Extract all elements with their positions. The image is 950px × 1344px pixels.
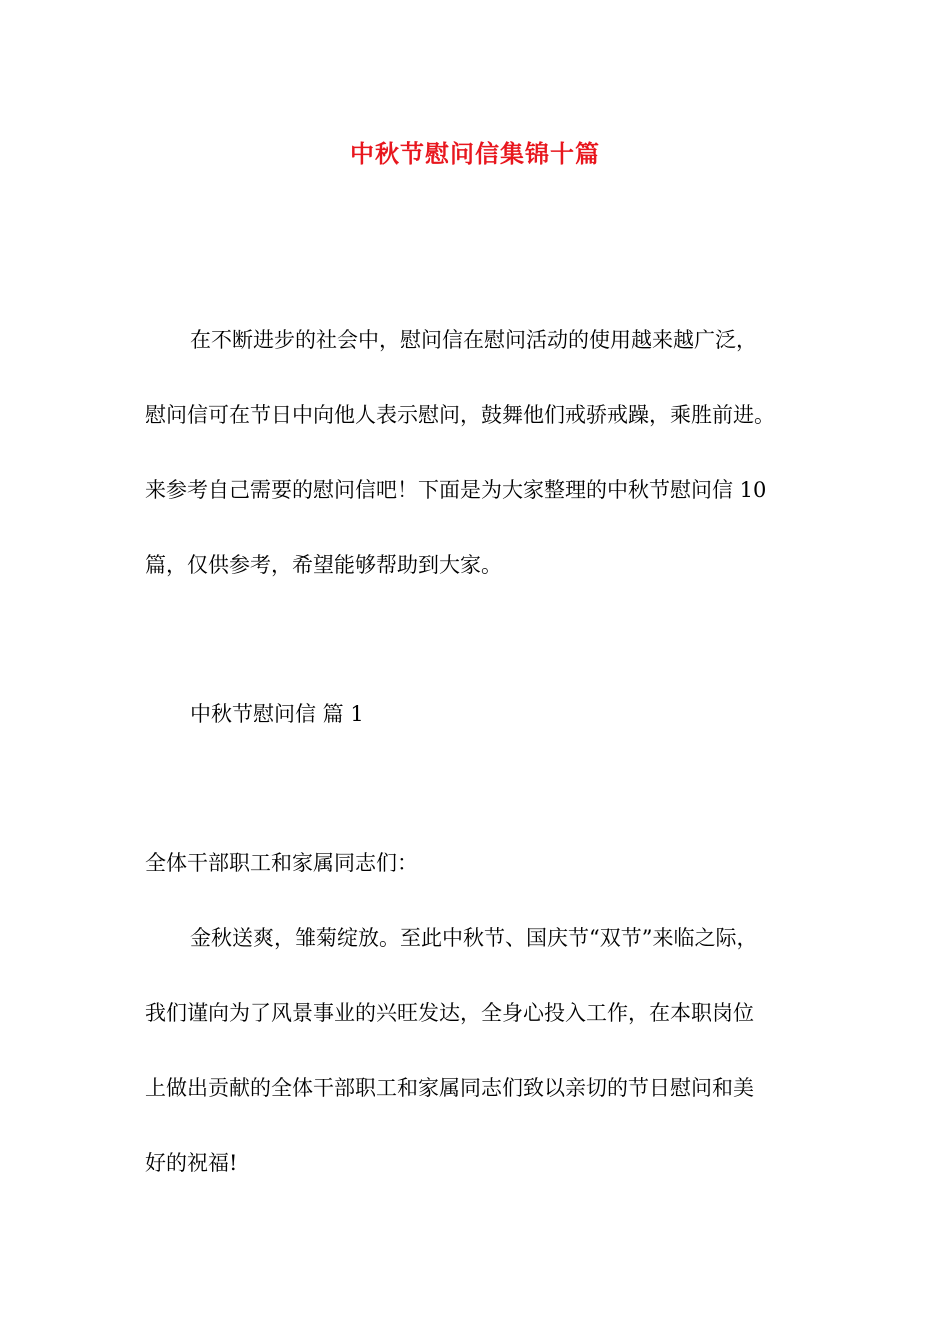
- body-line-4: 好的祝福!: [145, 1151, 238, 1175]
- intro-line-4: 篇，仅供参考，希望能够帮助到大家。: [145, 553, 502, 577]
- body-line-3: 上做出贡献的全体干部职工和家属同志们致以亲切的节日慰问和美: [145, 1076, 754, 1100]
- body-line-2: 我们谨向为了风景事业的兴旺发达，全身心投入工作，在本职岗位: [145, 1001, 754, 1025]
- body-line-1: 金秋送爽，雏菊绽放。至此中秋节、国庆节“双节”来临之际，: [190, 926, 758, 950]
- salutation: 全体干部职工和家属同志们：: [145, 851, 418, 875]
- intro-line-3: 来参考自己需要的慰问信吧！下面是为大家整理的中秋节慰问信 10: [145, 478, 767, 502]
- document-title: 中秋节慰问信集锦十篇: [350, 140, 600, 168]
- intro-line-2: 慰问信可在节日中向他人表示慰问，鼓舞他们戒骄戒躁，乘胜前进。: [145, 403, 775, 427]
- intro-line-1: 在不断进步的社会中，慰问信在慰问活动的使用越来越广泛，: [190, 328, 757, 352]
- section-heading: 中秋节慰问信 篇 1: [190, 702, 364, 726]
